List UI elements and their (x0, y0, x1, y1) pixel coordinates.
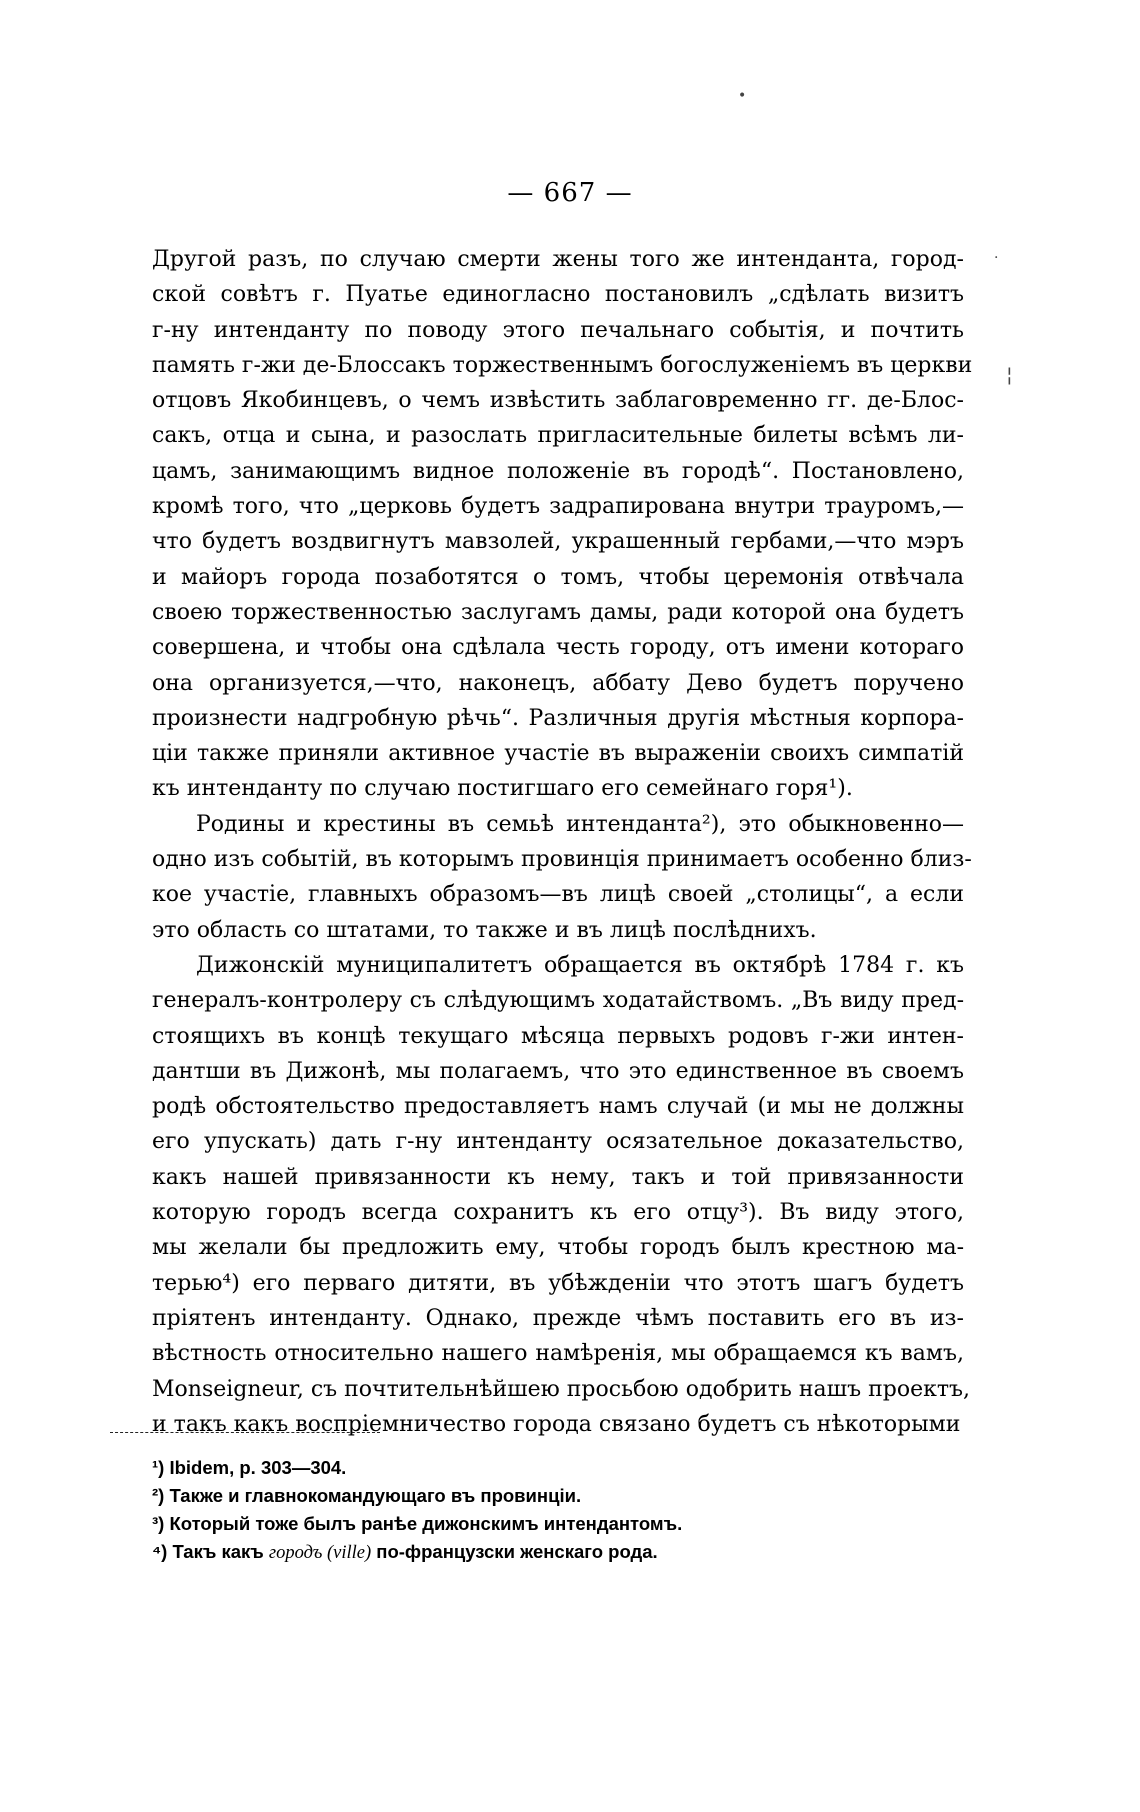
text-line: кое участіе, главныхъ образомъ—въ лицѣ своей „столицы“, а если (152, 882, 964, 908)
text-line: и майоръ города позаботятся о томъ, чтобы церемонія отвѣчала (152, 564, 964, 590)
text-line: произнести надгробную рѣчь“. Различныя другія мѣстныя корпора- (152, 705, 964, 731)
footnote-text: Ibidem, p. 303—304. (169, 1457, 347, 1478)
text-line: совершена, и чтобы она сдѣлала честь городу, отъ имени котораго (152, 635, 964, 661)
text-line: генералъ-контролеру съ слѣдующимъ ходатайствомъ. „Въ виду пред- (152, 988, 964, 1014)
text-line: какъ нашей привязанности къ нему, такъ и той привязанности (152, 1164, 964, 1190)
text-line: пріятенъ интенданту. Однако, прежде чѣмъ поставить его въ из- (152, 1305, 964, 1331)
text-line: мы желали бы предложить ему, чтобы городъ былъ крестною ма- (152, 1235, 964, 1261)
text-line: Другой разъ, по случаю смерти жены того же интенданта, город- (152, 247, 964, 272)
paragraph (152, 807, 972, 948)
text-line: ціи также приняли активное участіе въ выраженіи своихъ симпатій (152, 741, 964, 767)
footnote-text: по-французски женскаго рода. (376, 1541, 658, 1562)
text-line: Monseigneur, съ почтительнѣйшею просьбою одобрить нашъ проектъ, (152, 1376, 971, 1402)
text-line: терью⁴) его перваго дитяти, въ убѣжденіи что этотъ шагъ будетъ (152, 1270, 964, 1296)
footnote-1 (152, 1454, 952, 1482)
text-line: цамъ, занимающимъ видное положеніе въ городѣ“. Постановлено, (152, 458, 964, 484)
text-line: г-ну интенданту по поводу этого печальнаго событія, и почтить (152, 317, 964, 343)
footnote-4 (152, 1538, 952, 1567)
footnote-2 (152, 1482, 952, 1510)
text-line: память г-жи де-Блоссакъ торжественнымъ богослуженіемъ въ церкви (152, 352, 973, 378)
footnote-mark: ²) (152, 1485, 165, 1506)
text-line: родѣ обстоятельство предоставляетъ намъ случай (и мы не должны (152, 1094, 964, 1120)
footnote-divider (110, 1432, 380, 1433)
text-line: своею торжественностью заслугамъ дамы, ради которой она будетъ (152, 599, 964, 625)
scan-speck: · (994, 250, 999, 266)
text-line: одно изъ событій, въ которымъ провинція принимаетъ особенно близ- (152, 847, 972, 873)
footnote-3 (152, 1510, 952, 1538)
footnote-mark: ³) (152, 1513, 165, 1534)
text-line: сакъ, отца и сына, и разослать пригласительные билеты всѣмъ ли- (152, 423, 964, 449)
text-line: дантши въ Дижонѣ, мы полагаемъ, что это единственное въ своемъ (152, 1058, 964, 1084)
text-line: она организуется,—что, наконецъ, аббату Дево будетъ поручено (152, 670, 964, 696)
body-text (152, 242, 973, 1442)
footnote-text: Также и главнокомандующаго въ провинціи. (169, 1485, 582, 1506)
paragraph (152, 948, 971, 1442)
text-line: его упускать) дать г-ну интенданту осязательное доказательство, (152, 1129, 964, 1155)
scan-speck: ¦ (1006, 362, 1013, 386)
footnote-mark: ⁴) (152, 1541, 168, 1562)
text-line: кромѣ того, что „церковь будетъ задрапирована внутри трауромъ,— (152, 494, 964, 520)
text-line: Дижонскій муниципалитетъ обращается въ октябрѣ 1784 г. къ (196, 952, 964, 978)
text-line: къ интенданту по случаю постигшаго его семейнаго горя¹). (152, 776, 853, 802)
text-line: что будетъ воздвигнутъ мавзолей, украшенный гербами,—что мэръ (152, 529, 964, 555)
text-line: и такъ какъ воспріемничество города связано будетъ съ нѣкоторыми (152, 1411, 961, 1437)
text-line: это область со штатами, то также и въ лицѣ послѣднихъ. (152, 917, 817, 943)
text-line: ской совѣтъ г. Пуатье единогласно постановилъ „сдѣлать визитъ (152, 282, 964, 308)
footnote-text: Который тоже былъ ранѣе дижонскимъ интендантомъ. (169, 1513, 683, 1534)
page-number: — 667 — (507, 178, 633, 208)
paragraph (152, 242, 973, 807)
text-line: которую городъ всегда сохранитъ къ его отцу³). Въ виду этого, (152, 1200, 964, 1226)
footnote-mark: ¹) (152, 1457, 165, 1478)
footnote-text: Такъ какъ (172, 1541, 264, 1562)
text-line: отцовъ Якобинцевъ, о чемъ извѣстить заблаговременно гг. де-Блос- (152, 388, 964, 414)
scan-speck: • (738, 88, 747, 104)
text-line: вѣстность относительно нашего намѣренія, мы обращаемся къ вамъ, (152, 1341, 964, 1367)
footnote-italic: городъ (ville) (268, 1543, 372, 1563)
text-line: стоящихъ въ концѣ текущаго мѣсяца первыхъ родовъ г-жи интен- (152, 1023, 964, 1049)
text-line: Родины и крестины въ семьѣ интенданта²), это обыкновенно— (196, 811, 964, 837)
footnotes (152, 1454, 952, 1567)
